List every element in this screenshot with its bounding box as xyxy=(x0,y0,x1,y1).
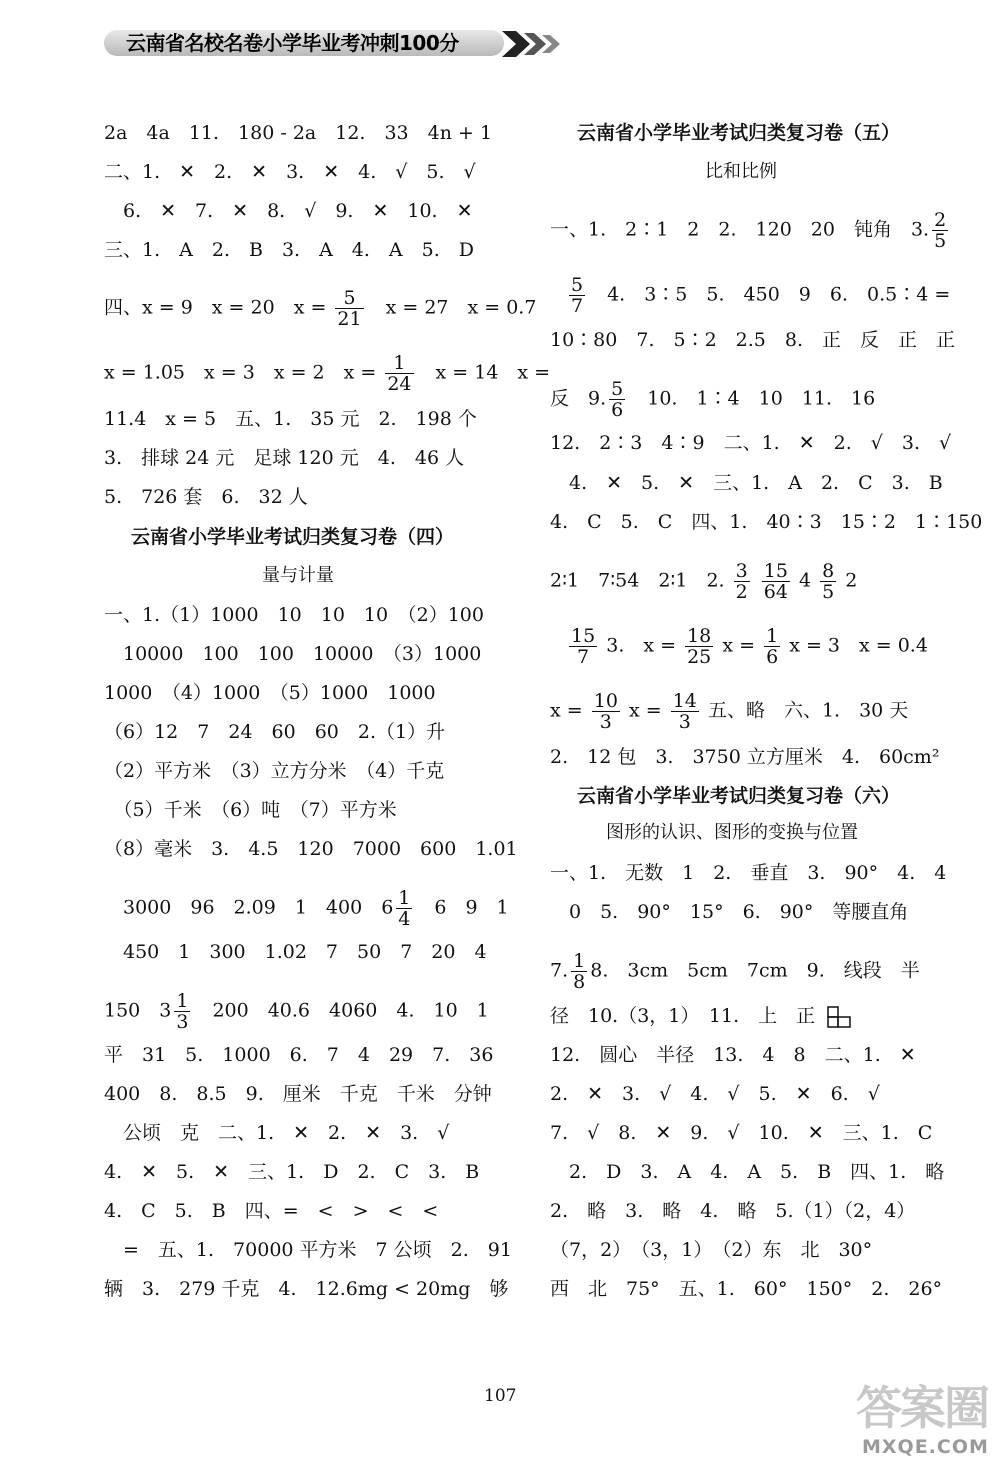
answer-line xyxy=(104,288,536,329)
denominator: 24 xyxy=(387,373,412,395)
answer-line xyxy=(550,561,857,602)
fraction xyxy=(571,951,587,992)
answer-line: 4. ✕ 5. ✕ 三、1. A 2. C 3. B xyxy=(550,472,943,494)
text: 反 9. xyxy=(550,387,607,410)
numerator: 18 xyxy=(687,625,712,647)
denominator: 4 xyxy=(398,908,411,930)
denominator: 5 xyxy=(822,581,835,603)
section-heading: 云南省小学毕业考试归类复习卷（六） xyxy=(577,785,901,807)
text: 7. xyxy=(550,959,569,982)
text: 四、x = 9 x = 20 x = xyxy=(104,296,333,319)
fraction xyxy=(764,626,780,667)
text: 200 40.6 4060 4. 10 1 xyxy=(193,999,489,1022)
denominator: 2 xyxy=(735,581,748,603)
answer-line: 一、1. 无数 1 2. 垂直 3. 90° 4. 4 xyxy=(550,862,947,884)
denominator: 7 xyxy=(577,646,590,668)
denominator: 3 xyxy=(678,711,691,733)
text: x = xyxy=(722,634,756,657)
banner-title: 云南省名校名卷小学毕业考冲刺100分 xyxy=(126,31,459,55)
view-figure-icon xyxy=(827,1006,853,1028)
numerator: 14 xyxy=(672,690,697,712)
text: 2 xyxy=(845,569,858,592)
numerator: 5 xyxy=(335,288,363,309)
answer-line: 公顷 克 二、1. ✕ 2. ✕ 3. √ xyxy=(104,1122,450,1144)
text: x = 3 x = 0.4 xyxy=(789,634,928,657)
answer-line: 1000 （4）1000 （5）1000 1000 xyxy=(104,682,436,704)
denominator: 21 xyxy=(337,308,362,330)
denominator: 7 xyxy=(571,295,584,317)
text: 2∶1 7∶54 2∶1 2. xyxy=(550,569,725,592)
text: 6 9 1 xyxy=(415,896,509,919)
fraction xyxy=(396,888,412,929)
answer-line xyxy=(550,691,908,732)
answer-line xyxy=(550,951,920,992)
text: x = xyxy=(628,699,662,722)
numerator: 1 xyxy=(398,887,411,909)
answer-line: 10000 100 100 10000 （3）1000 xyxy=(104,643,482,665)
numerator: 15 xyxy=(763,560,788,582)
answer-line: 4. C 5. C 四、1. 40∶3 15∶2 1∶150 xyxy=(550,511,983,533)
answer-line: （7，2） （3，1） （2）东 北 30° xyxy=(550,1239,873,1261)
section-subheading: 图形的认识、图形的变换与位置 xyxy=(606,822,858,843)
numerator: 5 xyxy=(571,274,584,296)
numerator: 1 xyxy=(176,990,189,1012)
page-number: 107 xyxy=(484,1386,517,1406)
text: x = 1.05 x = 3 x = 2 x = xyxy=(104,361,383,384)
fraction xyxy=(734,561,750,602)
answer-line: 4. C 5. B 四、= < > < < xyxy=(104,1200,439,1222)
numerator: 8 xyxy=(822,560,835,582)
text: 五、略 六、1. 30 天 xyxy=(707,699,909,722)
text: 径 10.（3，1） 11. 上 正 xyxy=(550,1005,816,1027)
answer-line xyxy=(104,888,509,929)
denominator: 3 xyxy=(599,711,612,733)
chevron-arrows-icon xyxy=(502,27,562,61)
fraction xyxy=(932,210,948,251)
numerator: 10 xyxy=(593,690,618,712)
text: 一、1. 2∶1 2 2. 120 20 钝角 3. xyxy=(550,218,930,241)
text: 3. x = xyxy=(606,634,677,657)
answer-line: 0 5. 90° 15° 6. 90° 等腰直角 xyxy=(550,901,909,923)
section-subheading: 量与计量 xyxy=(262,565,334,586)
text: 3000 96 2.09 1 400 6 xyxy=(104,896,394,919)
answer-line: 450 1 300 1.02 7 50 7 20 4 xyxy=(104,941,487,963)
fraction xyxy=(174,991,190,1032)
answer-line: （6）12 7 24 60 60 2.（1）升 xyxy=(104,721,446,743)
text: x = 14 x = xyxy=(416,361,551,384)
answer-line: 一、1.（1）1000 10 10 10 （2）100 xyxy=(104,604,484,626)
denominator: 8 xyxy=(573,971,586,993)
fraction xyxy=(335,288,363,329)
header-banner xyxy=(104,26,556,60)
answer-line: 11.4 x = 5 五、1. 35 元 2. 198 个 xyxy=(104,408,477,430)
answer-line xyxy=(550,379,875,420)
answer-line xyxy=(104,991,489,1032)
answer-line: 二、1. ✕ 2. ✕ 3. ✕ 4. √ 5. √ xyxy=(104,161,476,183)
watermark xyxy=(838,1372,998,1466)
answer-line: 4. ✕ 5. ✕ 三、1. D 2. C 3. B xyxy=(104,1161,480,1183)
denominator: 6 xyxy=(766,646,779,668)
text: 4. 3∶5 5. 450 9 6. 0.5∶4 = xyxy=(588,283,951,306)
fraction xyxy=(569,626,597,667)
text: 10. 1∶4 10 11. 16 xyxy=(628,387,876,410)
answer-line xyxy=(104,353,550,394)
numerator: 3 xyxy=(735,560,748,582)
answer-line xyxy=(566,626,928,667)
answer-line xyxy=(550,210,951,251)
answer-line: 西 北 75° 五、1. 60° 150° 2. 26° xyxy=(550,1278,943,1300)
fraction xyxy=(385,353,413,394)
denominator: 3 xyxy=(176,1011,189,1033)
text: x = 27 x = 0.7 xyxy=(366,296,537,319)
section-heading: 云南省小学毕业考试归类复习卷（五） xyxy=(577,122,901,144)
answer-line: 10∶80 7. 5∶2 2.5 8. 正 反 正 正 xyxy=(550,329,956,351)
fraction xyxy=(820,561,836,602)
answer-line: 2. D 3. A 4. A 5. B 四、1. 略 xyxy=(550,1161,945,1183)
fraction xyxy=(762,561,790,602)
answer-line: 3. 排球 24 元 足球 120 元 4. 46 人 xyxy=(104,447,465,469)
numerator: 2 xyxy=(934,209,947,231)
numerator: 5 xyxy=(611,378,624,400)
answer-line: 5. 726 套 6. 32 人 xyxy=(104,486,308,508)
fraction xyxy=(592,691,620,732)
answer-line: 6. ✕ 7. ✕ 8. √ 9. ✕ 10. ✕ xyxy=(104,200,473,222)
answer-line: 三、1. A 2. B 3. A 4. A 5. D xyxy=(104,239,474,261)
answer-line: （5）千米 （6）吨 （7）平方米 xyxy=(104,799,397,821)
answer-line: 2. ✕ 3. √ 4. √ 5. ✕ 6. √ xyxy=(550,1083,880,1105)
answer-line: 2a 4a 11. 180 - 2a 12. 33 4n + 1 xyxy=(104,122,493,144)
denominator: 64 xyxy=(763,581,788,603)
answer-line: 12. 圆心 半径 13. 4 8 二、1. ✕ xyxy=(550,1044,916,1066)
answer-line: = 五、1. 70000 平方米 7 公顷 2. 91 xyxy=(104,1239,512,1261)
answer-line: 2. 略 3. 略 4. 略 5.（1）（2，4） xyxy=(550,1200,916,1222)
denominator: 5 xyxy=(934,230,947,252)
fraction xyxy=(671,691,699,732)
denominator: 6 xyxy=(611,399,624,421)
answer-line: 辆 3. 279 千克 4. 12.6mg < 20mg 够 xyxy=(104,1278,509,1300)
answer-line: 12. 2∶3 4∶9 二、1. ✕ 2. √ 3. √ xyxy=(550,432,952,454)
answer-line: 7. √ 8. ✕ 9. √ 10. ✕ 三、1. C xyxy=(550,1122,933,1144)
section-subheading: 比和比例 xyxy=(705,161,777,182)
denominator: 25 xyxy=(687,646,712,668)
numerator: 1 xyxy=(385,353,413,374)
answer-line: 2. 12 包 3. 3750 立方厘米 4. 60cm² xyxy=(550,746,940,768)
fraction xyxy=(685,626,713,667)
fraction xyxy=(569,275,585,316)
text: 150 3 xyxy=(104,999,172,1022)
answer-line xyxy=(550,1004,853,1028)
numerator: 15 xyxy=(571,625,596,647)
watermark-logo: 答案圈 xyxy=(856,1381,988,1435)
section-heading: 云南省小学毕业考试归类复习卷（四） xyxy=(131,526,455,548)
answer-line: （8）毫米 3. 4.5 120 7000 600 1.01 xyxy=(104,838,518,860)
answer-line: 400 8. 8.5 9. 厘米 千克 千米 分钟 xyxy=(104,1083,492,1105)
watermark-url: MXQE.COM xyxy=(862,1436,989,1458)
text: 4 xyxy=(799,569,812,592)
answer-line: 平 31 5. 1000 6. 7 4 29 7. 36 xyxy=(104,1044,494,1066)
numerator: 1 xyxy=(573,950,586,972)
text: 8. 3cm 5cm 7cm 9. 线段 半 xyxy=(590,959,920,982)
fraction xyxy=(609,379,625,420)
answer-line xyxy=(566,275,950,316)
text: x = xyxy=(550,699,583,722)
answer-line: （2）平方米 （3）立方分米 （4）千克 xyxy=(104,760,445,782)
numerator: 1 xyxy=(766,625,779,647)
